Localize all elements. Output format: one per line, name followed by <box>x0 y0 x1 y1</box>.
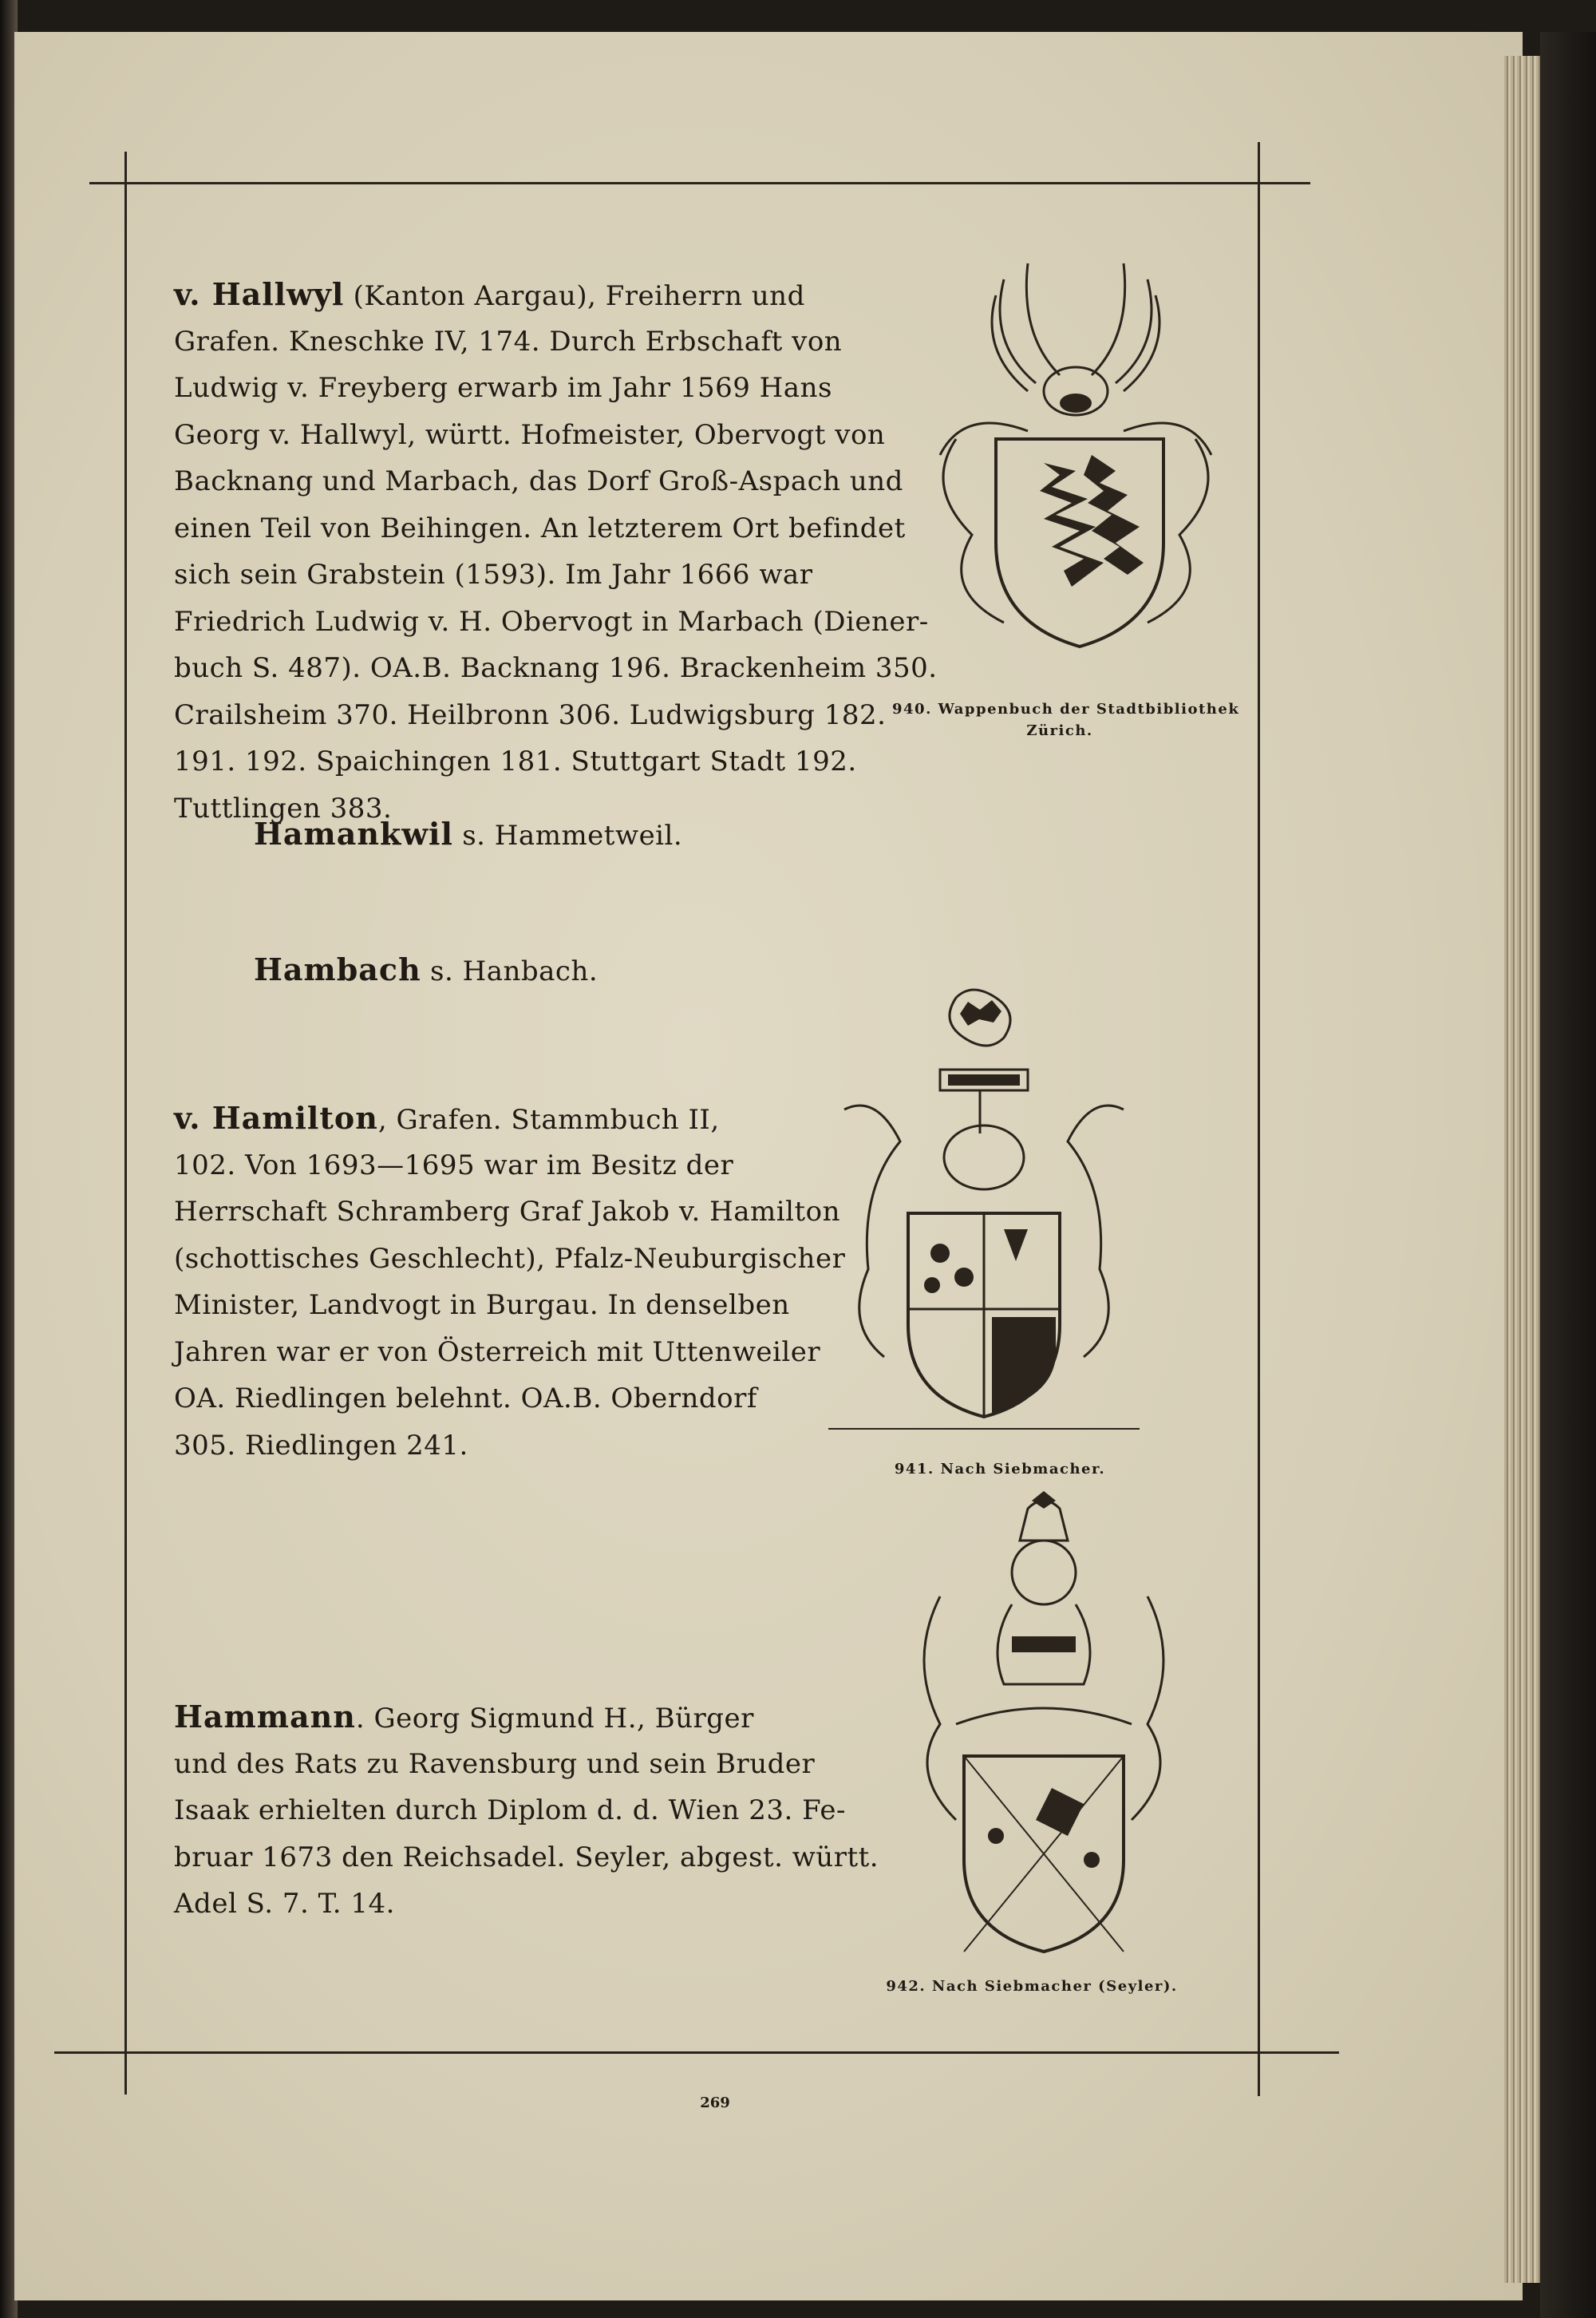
entry-line: einen Teil von Beihingen. An letzterem Ort befindet <box>174 512 906 544</box>
entry-hambach <box>254 947 812 994</box>
entry-line: bruar 1673 den Reichsadel. Seyler, abgest. württ. <box>174 1841 879 1873</box>
figure-caption <box>892 701 1240 739</box>
entry-line: , Grafen. Stammbuch II, <box>377 1104 720 1136</box>
book-cover-right-edge <box>1540 32 1596 2318</box>
frame-right-rule <box>1258 142 1260 2096</box>
entry-line: buch S. 487). OA.B. Backnang 196. Brackenheim 350. <box>174 652 938 684</box>
figure-caption <box>860 1978 1203 1995</box>
entry-hammann <box>174 1694 879 1928</box>
entry-line: 191. 192. Spaichingen 181. Stuttgart Stadt 192. <box>174 746 857 777</box>
entry-line: s. Hanbach. <box>421 955 598 987</box>
entry-line: und des Rats zu Ravensburg und sein Bruder <box>174 1747 816 1780</box>
entry-line: 102. Von 1693—1695 war im Besitz der <box>174 1149 734 1181</box>
entry-head: v. Hamilton <box>174 1100 378 1136</box>
figure-caption-line: 940. Wappenbuch der Stadtbibliothek <box>892 701 1240 718</box>
entry-line: Ludwig v. Freyberg erwarb im Jahr 1569 Hans <box>174 372 832 404</box>
entry-line: . Georg Sigmund H., Bürger <box>355 1703 754 1735</box>
frame-bottom-rule <box>54 2051 1339 2054</box>
figure-caption-line: Zürich. <box>1026 722 1093 739</box>
entry-line: Backnang und Marbach, das Dorf Groß-Aspach und <box>174 465 903 497</box>
entry-head: Hammann <box>174 1699 356 1735</box>
entry-head: v. Hallwyl <box>174 276 345 312</box>
entry-line: Tuttlingen 383. <box>174 792 393 825</box>
entry-hamankwil <box>254 811 812 858</box>
entry-line: Georg v. Hallwyl, württ. Hofmeister, Obervogt von <box>174 418 886 451</box>
frame-left-rule <box>124 152 127 2095</box>
entry-line: Friedrich Ludwig v. H. Obervogt in Marbach (Diener- <box>174 605 929 638</box>
entry-line: Grafen. Kneschke IV, 174. Durch Erbschaft von <box>174 325 843 358</box>
coat-of-arms-hamilton <box>812 982 1156 1445</box>
entry-line: OA. Riedlingen belehnt. OA.B. Oberndorf <box>174 1382 757 1414</box>
page-edges <box>1504 56 1543 2283</box>
entry-line: Herrschaft Schramberg Graf Jakob v. Hamilton <box>174 1196 841 1228</box>
entry-line: s. Hammetweil. <box>452 820 683 852</box>
entry-line: Adel S. 7. T. 14. <box>174 1888 395 1920</box>
entry-line: Minister, Landvogt in Burgau. In denselben <box>174 1289 790 1321</box>
entry-head: Hambach <box>254 951 421 987</box>
entry-line: (schottisches Geschlecht), Pfalz-Neuburgischer <box>174 1242 846 1275</box>
coat-of-arms-hammann <box>892 1485 1195 1964</box>
entry-line: 305. Riedlingen 241. <box>174 1429 468 1462</box>
figure-caption-line: 941. Nach Siebmacher. <box>894 1461 1106 1477</box>
entry-hamilton <box>174 1095 846 1469</box>
frame-top-rule <box>89 182 1310 184</box>
entry-line: (Kanton Aargau), Freiherrn und <box>344 280 805 312</box>
entry-head: Hamankwil <box>254 816 453 852</box>
entry-line: sich sein Grabstein (1593). Im Jahr 1666 war <box>174 559 813 591</box>
entry-hallwyl <box>174 271 938 832</box>
figure-caption-line: 942. Nach Siebmacher (Seyler). <box>886 1978 1178 1995</box>
entry-line: Jahren war er von Österreich mit Uttenweiler <box>174 1335 821 1368</box>
book-page <box>14 32 1523 2300</box>
page-number: 269 <box>700 2095 730 2111</box>
entry-line: Crailsheim 370. Heilbronn 306. Ludwigsburg 182. <box>174 698 887 731</box>
coat-of-arms-hallwyl <box>908 247 1243 663</box>
figure-caption <box>860 1461 1140 1477</box>
entry-line: Isaak erhielten durch Diplom d. d. Wien 23. Fe- <box>174 1794 846 1826</box>
